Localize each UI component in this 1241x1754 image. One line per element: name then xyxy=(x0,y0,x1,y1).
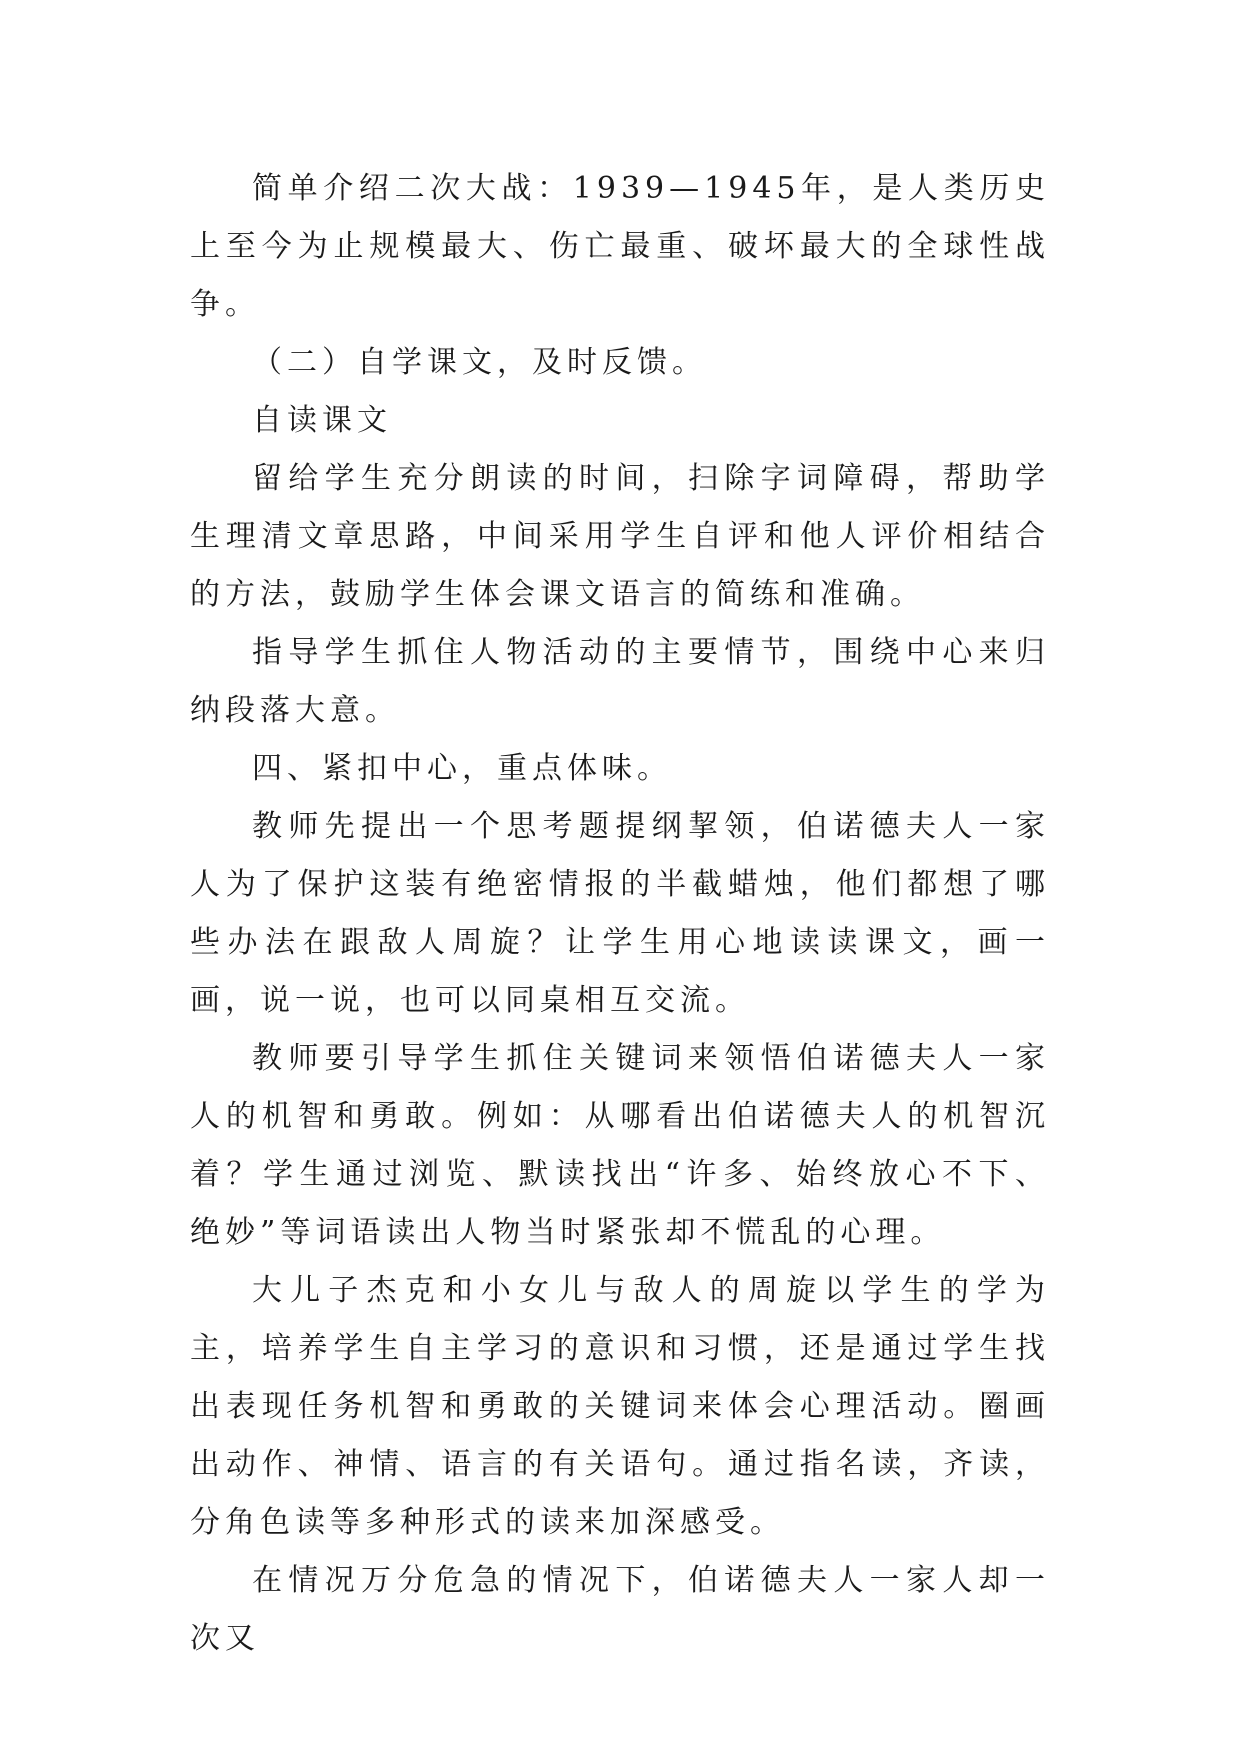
paragraph-teacher-question: 教师先提出一个思考题提纲挈领，伯诺德夫人一家人为了保护这装有绝密情报的半截蜡烛，他们都想了哪些办法在跟敌人周旋？让学生用心地读读课文，画一画，说一说，也可以同桌相互交流。 xyxy=(190,809,1050,1018)
paragraph-self-reading: 自读课文 xyxy=(252,403,392,438)
paragraph-wwii-intro: 简单介绍二次大战：1939—1945年，是人类历史上至今为止规模最大、伤亡最重、破坏最大的全球性战争。 xyxy=(190,171,1050,322)
document-body xyxy=(190,160,1050,1668)
section-heading-self-study: （二）自学课文，及时反馈。 xyxy=(252,345,707,380)
paragraph-keywords: 教师要引导学生抓住关键词来领悟伯诺德夫人一家人的机智和勇敢。例如：从哪看出伯诺德夫人的机智沉着？学生通过浏览、默读找出“许多、始终放心不下、绝妙”等词语读出人物当时紧张却不慌乱的心理。 xyxy=(190,1041,1050,1250)
paragraph-reading-time: 留给学生充分朗读的时间，扫除字词障碍，帮助学生理清文章思路，中间采用学生自评和他人评价相结合的方法，鼓励学生体会课文语言的简练和准确。 xyxy=(190,461,1050,612)
paragraph-danger: 在情况万分危急的情况下，伯诺德夫人一家人却一次又 xyxy=(190,1563,1050,1656)
paragraph-children: 大儿子杰克和小女儿与敌人的周旋以学生的学为主，培养学生自主学习的意识和习惯，还是通过学生找出表现任务机智和勇敢的关键词来体会心理活动。圈画出动作、神情、语言的有关语句。通过指名读，齐读，分角色读等多种形式的读来加深感受。 xyxy=(190,1273,1050,1540)
section-heading-focus: 四、紧扣中心，重点体味。 xyxy=(252,751,672,786)
paragraph-main-plot: 指导学生抓住人物活动的主要情节，围绕中心来归纳段落大意。 xyxy=(190,635,1050,728)
